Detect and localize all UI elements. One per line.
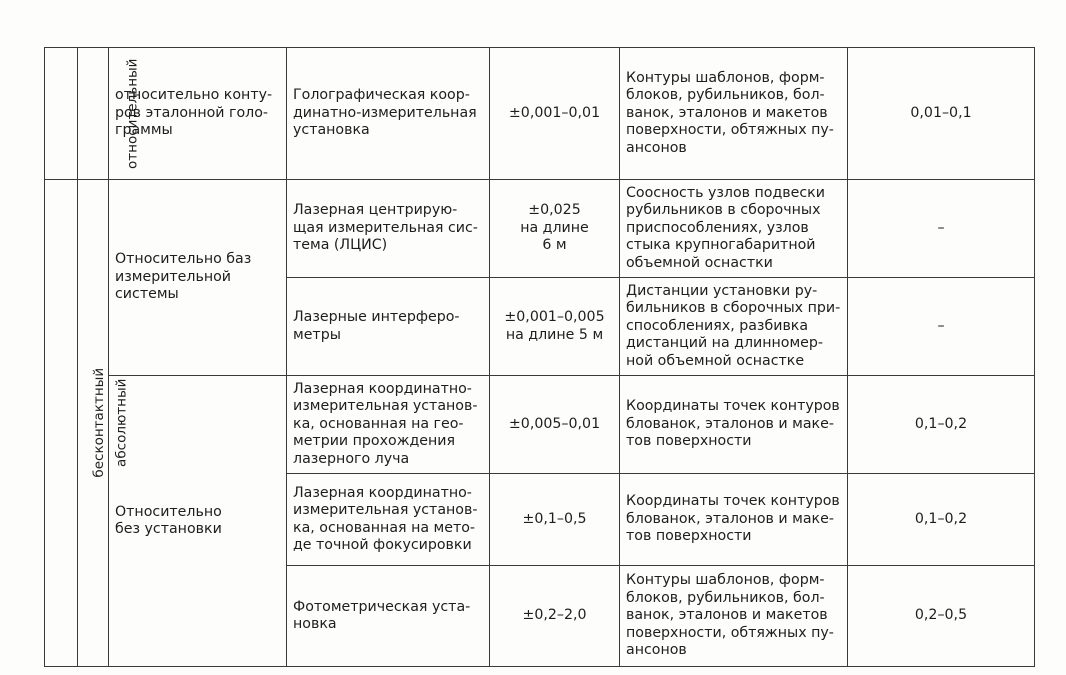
range-cell: 0,1–0,2: [848, 376, 1035, 474]
range-cell: –: [848, 180, 1035, 278]
method-cell: Лазерная координатно- измерительная установ- ка, основанная на мето- де точной фокусировки: [287, 474, 490, 566]
group-cell-bez: Относительно без установки: [109, 376, 287, 667]
objects-cell: Дистанции установки ру- бильников в сборочных при- способлениях, разбивка дистанций на длинномер- ной объемной оснастке: [620, 278, 848, 376]
objects-cell: Координаты точек контуров блованок, эталонов и макe- тов поверхности: [620, 474, 848, 566]
accuracy-cell: ±0,001–0,01: [490, 48, 620, 180]
empty-cell: [45, 48, 78, 180]
vertical-cell: [45, 180, 108, 667]
range-cell: 0,1–0,2: [848, 474, 1035, 566]
objects-cell: Соосность узлов подвески рубильников в сборочных приспособлениях, узлов стыка крупногабаритной объемной оснастки: [620, 180, 848, 278]
table-row: [45, 48, 1035, 180]
range-cell: –: [848, 278, 1035, 376]
objects-cell: Контуры шаблонов, форм- блоков, рубильников, бол- ванок, эталонов и макетов поверхности, обтяжных пу- ансонов: [620, 48, 848, 180]
objects-cell: Контуры шаблонов, форм- блоков, рубильников, бол- ванок, эталонов и макетов поверхности, обтяжных пу- ансонов: [620, 566, 848, 667]
accuracy-cell: ±0,025 на длине 6 м: [490, 180, 620, 278]
vertical-label-beskontaktnyi: бесконтактный: [91, 368, 108, 478]
method-cell: Лазерная координатно- измерительная установ- ка, основанная на гео- метрии прохождения лазерного луча: [287, 376, 490, 474]
vertical-cell: [78, 48, 141, 180]
method-cell: Лазерная центрирую- щая измерительная сис- тема (ЛЦИС): [287, 180, 490, 278]
accuracy-cell: ±0,005–0,01: [490, 376, 620, 474]
accuracy-cell: ±0,001–0,005 на длине 5 м: [490, 278, 620, 376]
accuracy-cell: ±0,1–0,5: [490, 474, 620, 566]
range-cell: 0,2–0,5: [848, 566, 1035, 667]
vertical-label-otnositelnyi: относительный: [124, 58, 141, 169]
method-cell: Фотометрическая уста- новка: [287, 566, 490, 667]
method-cell: Голографическая коор- динатно-измерительная установка: [287, 48, 490, 180]
measurement-methods-table: [44, 47, 1035, 667]
table-row: [45, 180, 1035, 278]
table-row: [45, 376, 1035, 474]
vertical-label-absolyutnyi: абсолютный: [113, 378, 130, 468]
objects-cell: Координаты точек контуров блованок, эталонов и макe- тов поверхности: [620, 376, 848, 474]
group-cell-holo: относительно конту- ров эталонной голо- граммы: [109, 48, 287, 180]
range-cell: 0,01–0,1: [848, 48, 1035, 180]
method-cell: Лазерные интерферо- метры: [287, 278, 490, 376]
group-cell-baz: Относительно баз измерительной системы: [109, 180, 287, 376]
accuracy-cell: ±0,2–2,0: [490, 566, 620, 667]
